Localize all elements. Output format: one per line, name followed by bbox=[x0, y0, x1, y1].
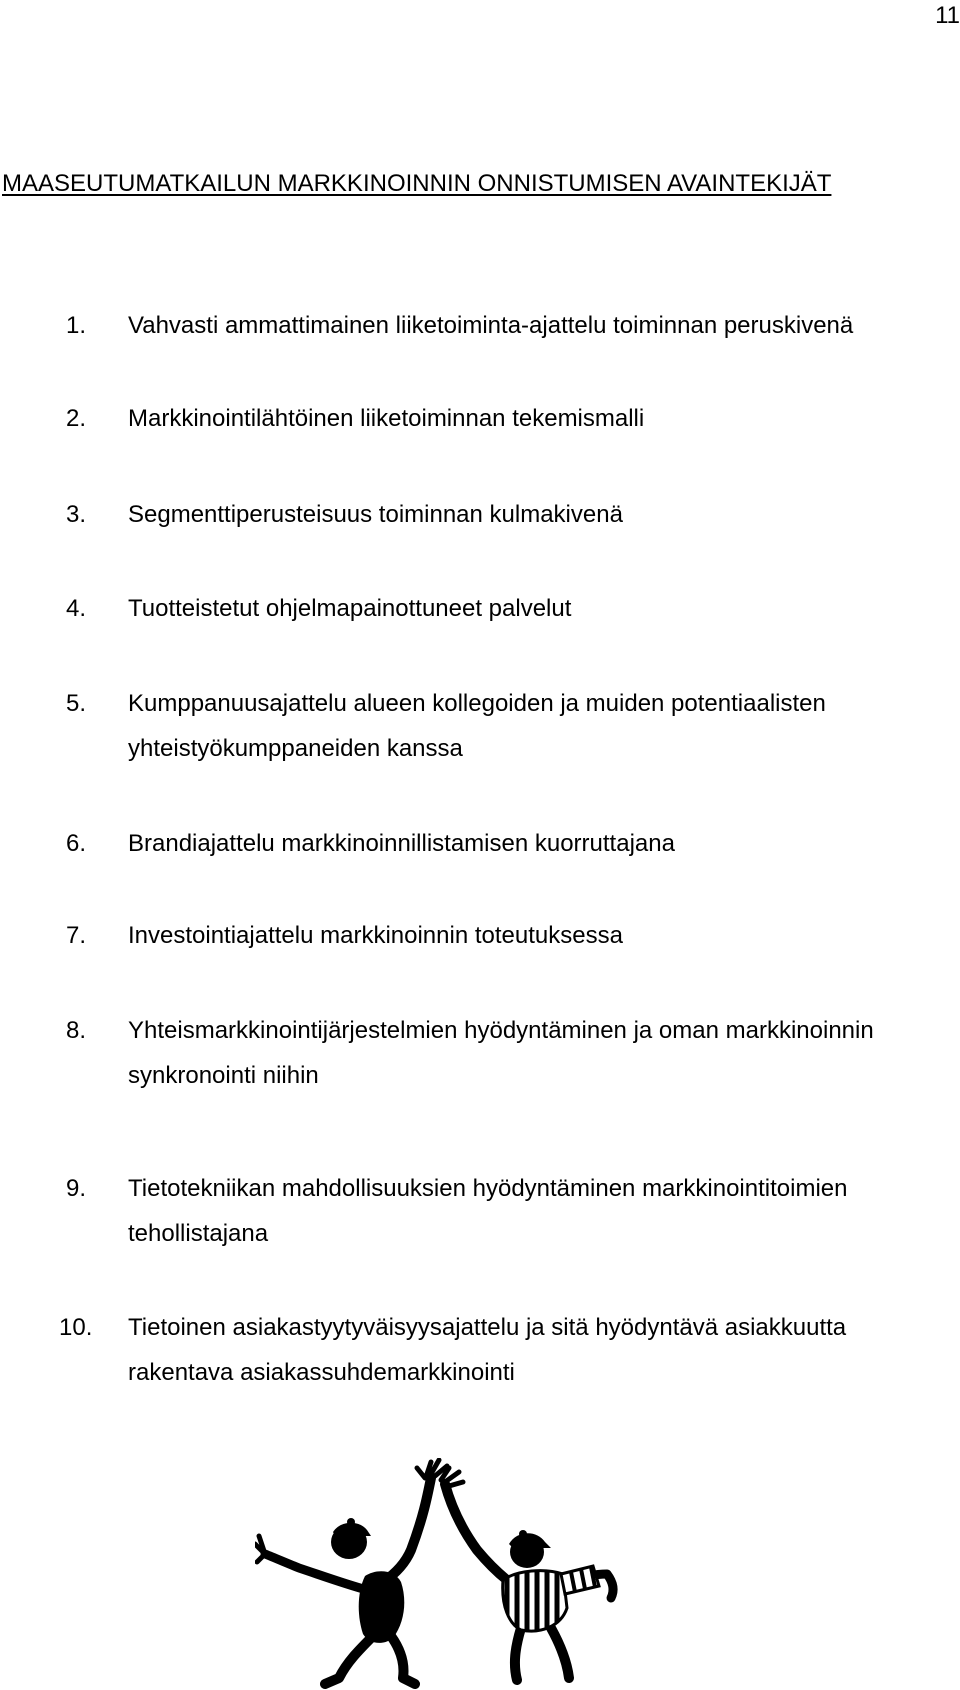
page-title: MAASEUTUMATKAILUN MARKKINOINNIN ONNISTUMISEN AVAINTEKIJÄT bbox=[2, 170, 832, 197]
list-item-number: 9. bbox=[66, 1175, 87, 1202]
list-item-text: Kumppanuusajattelu alueen kollegoiden ja muiden potentiaalisten yhteistyökumppaneiden kanssa bbox=[128, 690, 826, 762]
list-item-number: 10. bbox=[59, 1314, 93, 1341]
list-item-number: 8. bbox=[66, 1017, 87, 1044]
list-item-text: Investointiajattelu markkinoinnin toteutuksessa bbox=[128, 922, 623, 949]
list-item-number: 7. bbox=[66, 922, 87, 949]
list-item-number: 2. bbox=[66, 405, 87, 432]
list-item-number: 1. bbox=[66, 312, 87, 339]
list-item-number: 3. bbox=[66, 501, 87, 528]
list-item-text: Markkinointilähtöinen liiketoiminnan tekemismalli bbox=[128, 405, 645, 432]
list-item-text: Tietoinen asiakastyytyväisyysajattelu ja sitä hyödyntävä asiakkuutta rakentava asiakassuhdemarkkinointi bbox=[128, 1314, 847, 1386]
two-dancing-figures-high-five-icon bbox=[255, 1458, 725, 1690]
list-item-number: 4. bbox=[66, 595, 87, 622]
list-item-text: Brandiajattelu markkinoinnillistamisen kuorruttajana bbox=[128, 830, 675, 857]
list-item-text: Tuotteistetut ohjelmapainottuneet palvelut bbox=[128, 595, 572, 622]
list-item-text: Segmenttiperusteisuus toiminnan kulmakivenä bbox=[128, 501, 623, 528]
list-item-number: 6. bbox=[66, 830, 87, 857]
list-item-text: Tietotekniikan mahdollisuuksien hyödyntäminen markkinointitoimien tehollistajana bbox=[128, 1175, 848, 1247]
page-number: 11 bbox=[935, 2, 960, 29]
list-item-text: Yhteismarkkinointijärjestelmien hyödyntäminen ja oman markkinoinnin synkronointi niihin bbox=[128, 1017, 874, 1089]
list-item-number: 5. bbox=[66, 690, 87, 717]
list-item-text: Vahvasti ammattimainen liiketoiminta-ajattelu toiminnan peruskivenä bbox=[128, 312, 854, 339]
